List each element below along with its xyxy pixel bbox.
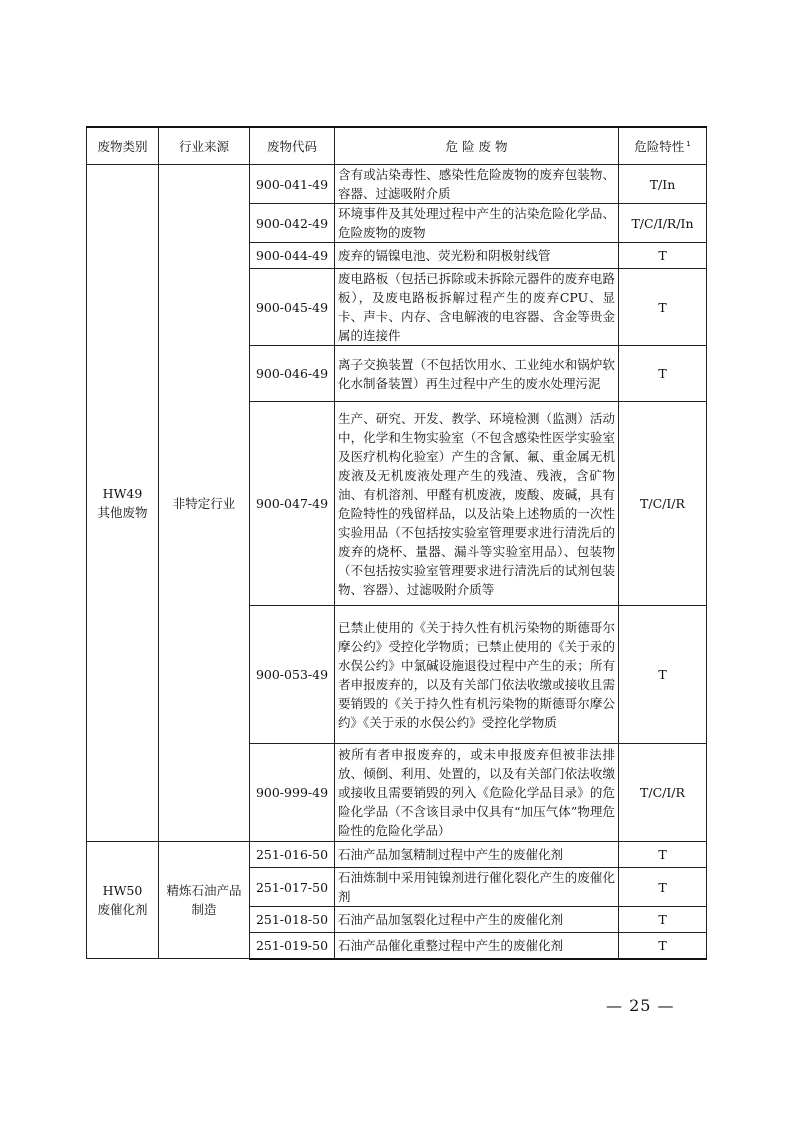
hazard-characteristic-cell: T — [619, 907, 707, 933]
header-hazard: 危险特性 $^1$ — [619, 127, 707, 165]
category-code: HW49 — [102, 486, 143, 501]
waste-code-cell: 251-019-50 — [250, 933, 335, 959]
waste-description-cell: 离子交换装置（不包括饮用水、工业纯水和锅炉软化水制备装置）再生过程中产生的废水处理污泥 — [335, 346, 619, 402]
industry-source-cell — [159, 165, 250, 842]
hazard-characteristic-cell: T — [619, 269, 707, 346]
waste-code-cell: 900-041-49 — [250, 165, 335, 204]
waste-code-cell: 900-042-49 — [250, 204, 335, 243]
hazard-characteristic-cell: T/C/I/R — [619, 402, 707, 606]
industry-source-cell — [159, 842, 250, 959]
hazard-characteristic-cell: T — [619, 933, 707, 959]
waste-code-cell: 900-047-49 — [250, 402, 335, 606]
industry-source-line: 精炼石油产品 — [166, 883, 242, 898]
hazard-characteristic-cell: T/C/I/R — [619, 744, 707, 842]
waste-description-cell: 石油产品加氢裂化过程中产生的废催化剂 — [335, 907, 619, 933]
hazard-characteristic-cell: T — [619, 868, 707, 907]
hazard-characteristic-cell: T — [619, 606, 707, 744]
waste-description-cell: 石油产品催化重整过程中产生的废催化剂 — [335, 933, 619, 959]
page-number: — 25 — — [606, 996, 675, 1015]
table-body — [87, 165, 707, 959]
header-category: 废物类别 — [87, 127, 159, 165]
hazard-characteristic-cell: T — [619, 243, 707, 269]
waste-code-cell: 900-053-49 — [250, 606, 335, 744]
category-code: HW50 — [102, 883, 143, 898]
waste-description-cell: 含有或沾染毒性、感染性危险废物的废弃包装物、容器、过滤吸附介质 — [335, 165, 619, 204]
hazard-characteristic-cell: T — [619, 346, 707, 402]
waste-code-cell: 900-044-49 — [250, 243, 335, 269]
header-code: 废物代码 — [250, 127, 335, 165]
waste-code-cell: 251-018-50 — [250, 907, 335, 933]
waste-description-cell: 已禁止使用的《关于持久性有机污染物的斯德哥尔摩公约》受控化学物质；已禁止使用的《关于汞的水俣公约》中氯碱设施退役过程中产生的汞；所有者申报废弃的，以及有关部门依法收缴或接收且需要销毁的《关于持久性有机污染物的斯德哥尔摩公约》《关于汞的水俣公约》受控化学物质 — [335, 606, 619, 744]
waste-description-cell: 被所有者申报废弃的，或未申报废弃但被非法排放、倾倒、利用、处置的，以及有关部门依法收缴或接收且需要销毁的列入《危险化学品目录》的危险化学品（不含该目录中仅具有“加压气体”物理危险性的危险化学品） — [335, 744, 619, 842]
category-name: 废催化剂 — [97, 902, 148, 917]
waste-description-cell: 环境事件及其处理过程中产生的沾染危险化学品、危险废物的废物 — [335, 204, 619, 243]
waste-table-container — [86, 126, 706, 960]
waste-code-cell: 251-016-50 — [250, 842, 335, 868]
table-header-row — [87, 127, 707, 165]
waste-code-cell: 900-045-49 — [250, 269, 335, 346]
hazardous-waste-table — [86, 126, 707, 960]
industry-source-line: 制造 — [191, 902, 217, 917]
hazard-footnote-marker: 1 — [686, 140, 691, 149]
hazard-characteristic-cell: T/In — [619, 165, 707, 204]
waste-description-cell: 废弃的镉镍电池、荧光粉和阴极射线管 — [335, 243, 619, 269]
waste-description-cell: 废电路板（包括已拆除或未拆除元器件的废弃电路板），及废电路板拆解过程产生的废弃CPU、显卡、声卡、内存、含电解液的电容器、含金等贵金属的连接件 — [335, 269, 619, 346]
waste-category-cell — [87, 842, 159, 959]
header-source: 行业来源 — [159, 127, 250, 165]
industry-source-line: 非特定行业 — [172, 495, 236, 511]
waste-description-cell: 石油炼制中采用钝镍剂进行催化裂化产生的废催化剂 — [335, 868, 619, 907]
waste-description-cell: 石油产品加氢精制过程中产生的废催化剂 — [335, 842, 619, 868]
table-row — [87, 842, 707, 868]
waste-code-cell: 251-017-50 — [250, 868, 335, 907]
waste-description-cell: 生产、研究、开发、教学、环境检测（监测）活动中，化学和生物实验室（不包含感染性医学实验室及医疗机构化验室）产生的含氰、氟、重金属无机废液及无机废液处理产生的残渣、残液，含矿物油、有机溶剂、甲醛有机废液，废酸、废碱，具有危险特性的残留样品，以及沾染上述物质的一次性实验用品（不包括按实验室管理要求进行清洗后的废弃的烧杯、量器、漏斗等实验室用品）、包装物（不包括按实验室管理要求进行清洗后的试剂包装物、容器）、过滤吸附介质等 — [335, 402, 619, 606]
hazard-characteristic-cell: T — [619, 842, 707, 868]
hazard-characteristic-cell: T/C/I/R/In — [619, 204, 707, 243]
waste-category-cell — [87, 165, 159, 842]
waste-code-cell: 900-046-49 — [250, 346, 335, 402]
table-row — [87, 165, 707, 204]
category-name: 其他废物 — [97, 505, 148, 520]
waste-code-cell: 900-999-49 — [250, 744, 335, 842]
header-waste: 危 险 废 物 — [335, 127, 619, 165]
